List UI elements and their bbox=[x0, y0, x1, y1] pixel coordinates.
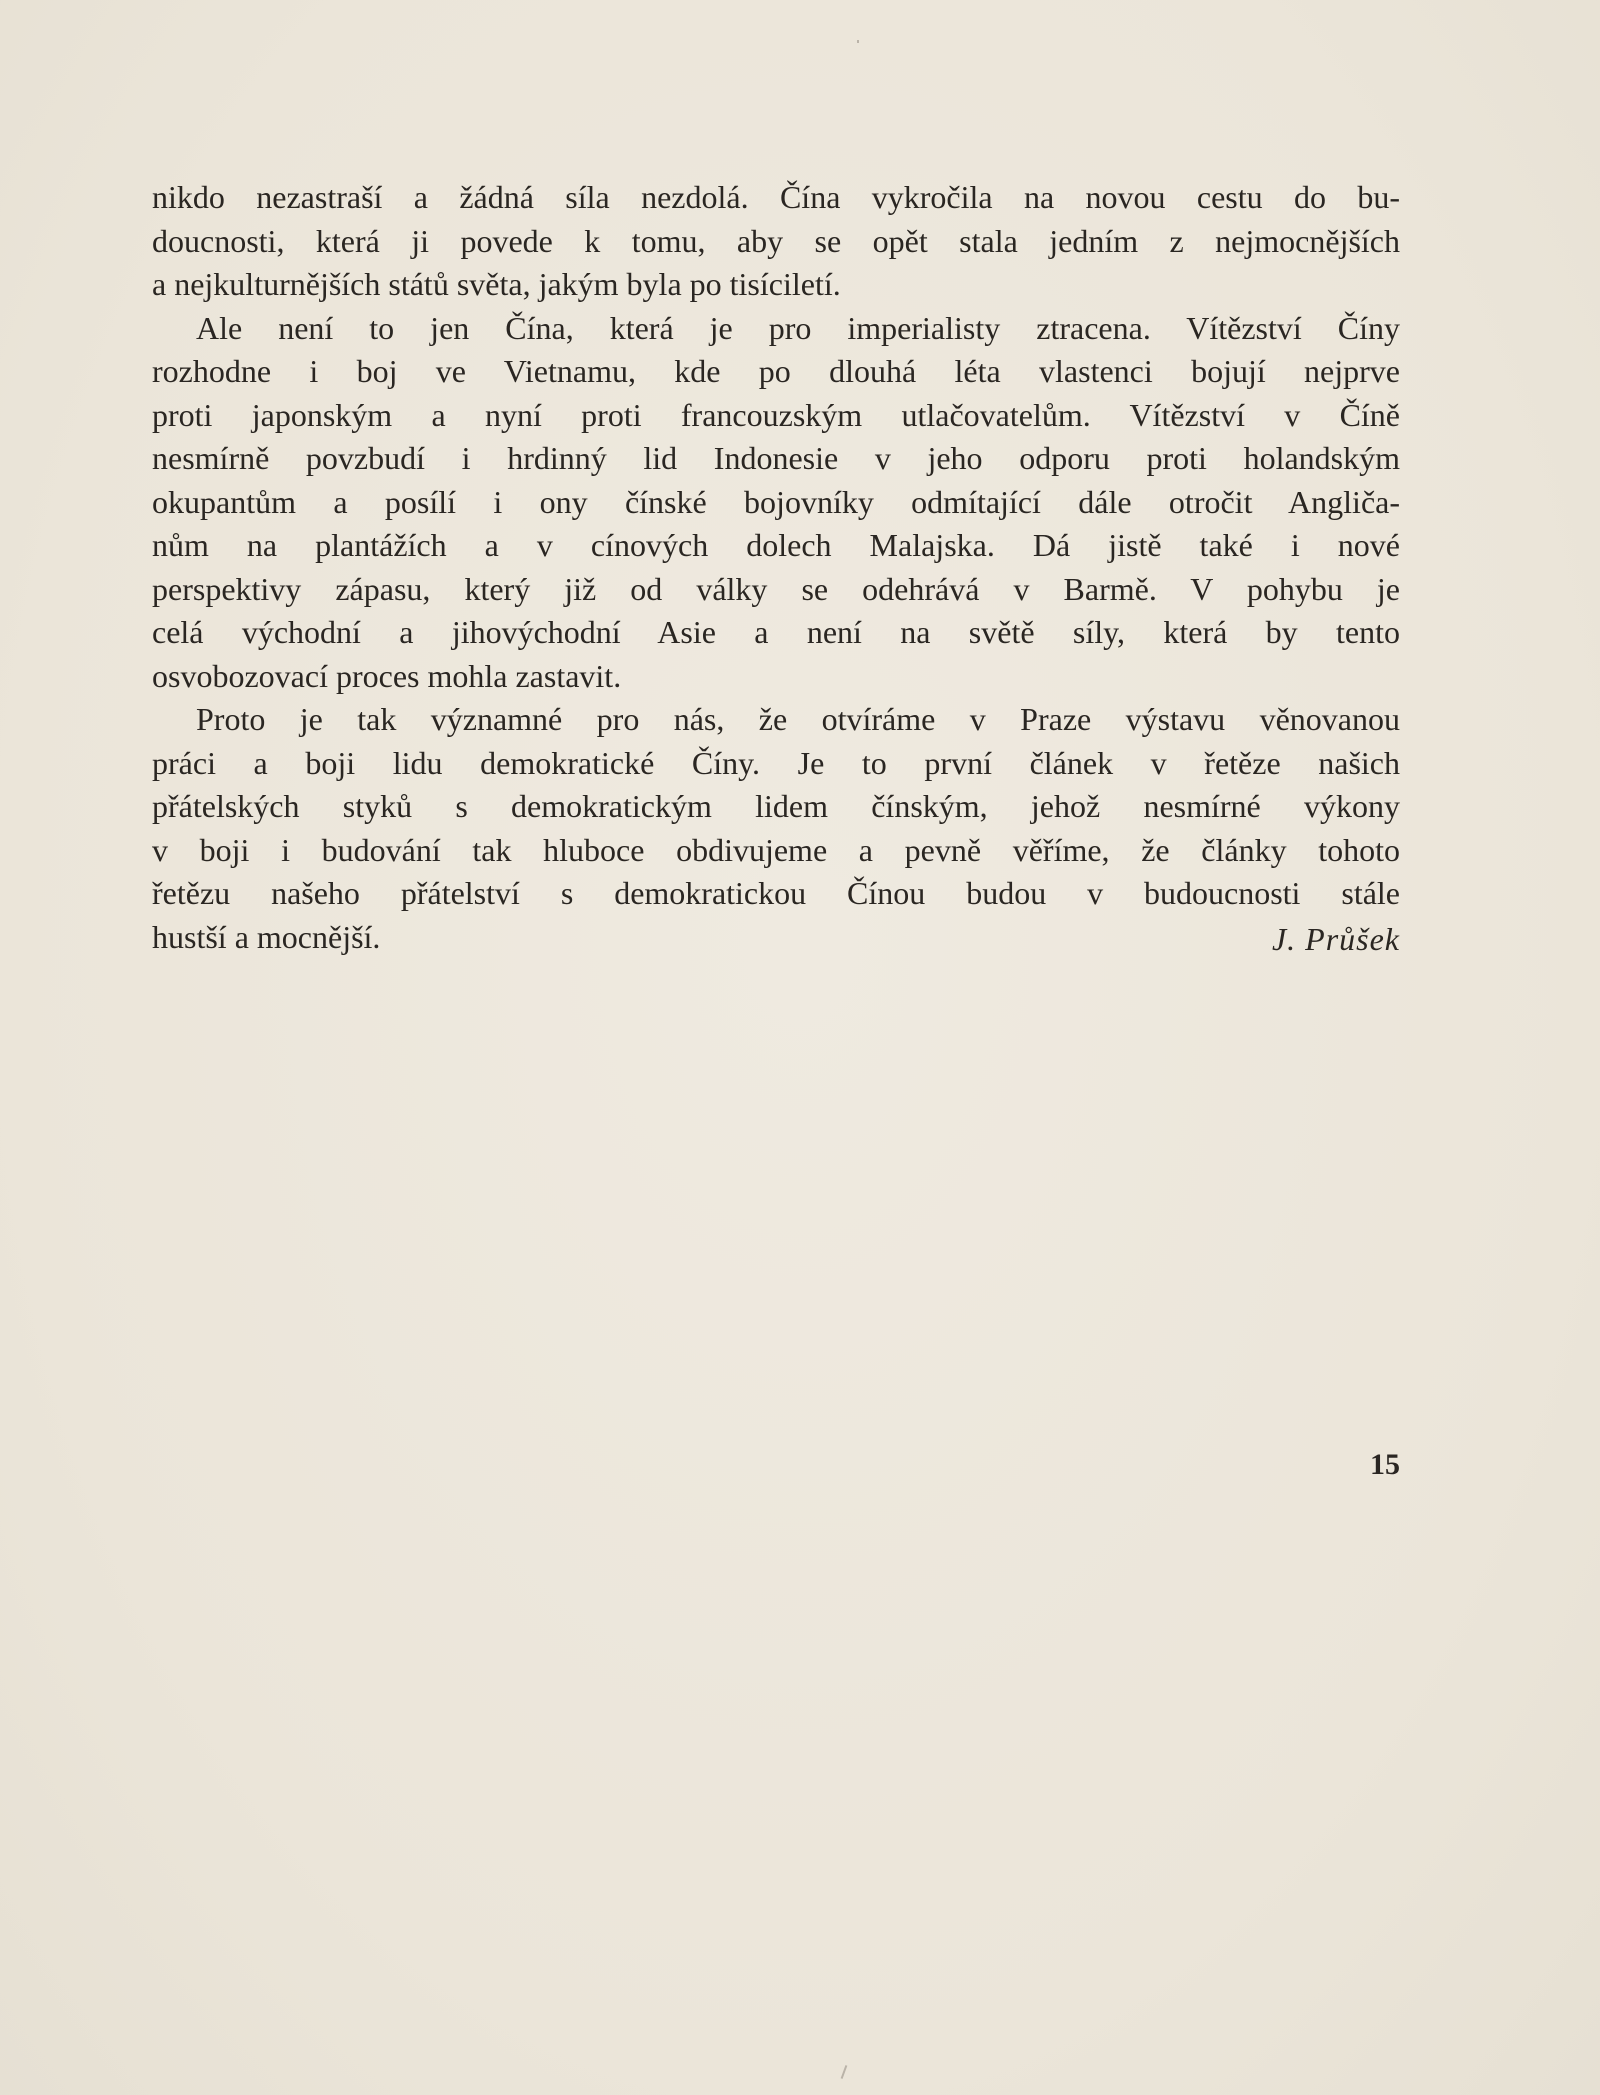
text-line: okupantům a posílí i ony čínské bojovníky odmítající dále otročit Angliča- bbox=[152, 483, 1400, 520]
text-line: nesmírně povzbudí i hrdinný lid Indonesie v jeho odporu proti holandským bbox=[152, 440, 1400, 476]
final-line bbox=[152, 916, 1400, 960]
paragraph-start-line: Proto je tak významné pro nás, že otvíráme v Praze výstavu věnovanou bbox=[196, 701, 1400, 737]
paper-speck-bottom bbox=[841, 2065, 848, 2079]
author-signature: J. Průšek bbox=[1271, 920, 1400, 957]
paper-speck-top bbox=[857, 40, 859, 43]
text-line: celá východní a jihovýchodní Asie a není na světě síly, která by tento bbox=[152, 614, 1400, 650]
page-number: 15 bbox=[1370, 1448, 1400, 1481]
text-line: řetězu našeho přátelství s demokratickou Čínou budou v budoucnosti stále bbox=[152, 875, 1400, 911]
paragraph-start-line: Ale není to jen Čína, která je pro imperialisty ztracena. Vítězství Číny bbox=[196, 309, 1400, 346]
text-line: přátelských styků s demokratickým lidem čínským, jehož nesmírné výkony bbox=[152, 788, 1400, 824]
text-line: osvobozovací proces mohla zastavit. bbox=[152, 657, 622, 694]
text-line: práci a boji lidu demokratické Číny. Je to první článek v řetěze našich bbox=[152, 744, 1400, 781]
text-line: v boji i budování tak hluboce obdivujeme a pevně věříme, že články tohoto bbox=[152, 831, 1400, 868]
text-line: a nejkulturnějších států světa, jakým byla po tisíciletí. bbox=[152, 266, 841, 302]
text-line: doucnosti, která ji povede k tomu, aby se opět stala jedním z nejmocnějších bbox=[152, 222, 1400, 259]
text-line: rozhodne i boj ve Vietnamu, kde po dlouhá léta vlastenci bojují nejprve bbox=[152, 353, 1400, 389]
text-line: hustší a mocnější. bbox=[152, 918, 381, 955]
text-line: proti japonským a nyní proti francouzským utlačovatelům. Vítězství v Číně bbox=[152, 396, 1400, 433]
body-text bbox=[152, 176, 1400, 959]
text-line: perspektivy zápasu, který již od války se odehrává v Barmě. V pohybu je bbox=[152, 570, 1400, 607]
text-line: nikdo nezastraší a žádná síla nezdolá. Čína vykročila na novou cestu do bu- bbox=[152, 179, 1400, 215]
text-line: nům na plantážích a v cínových dolech Malajska. Dá jistě také i nové bbox=[152, 527, 1400, 563]
